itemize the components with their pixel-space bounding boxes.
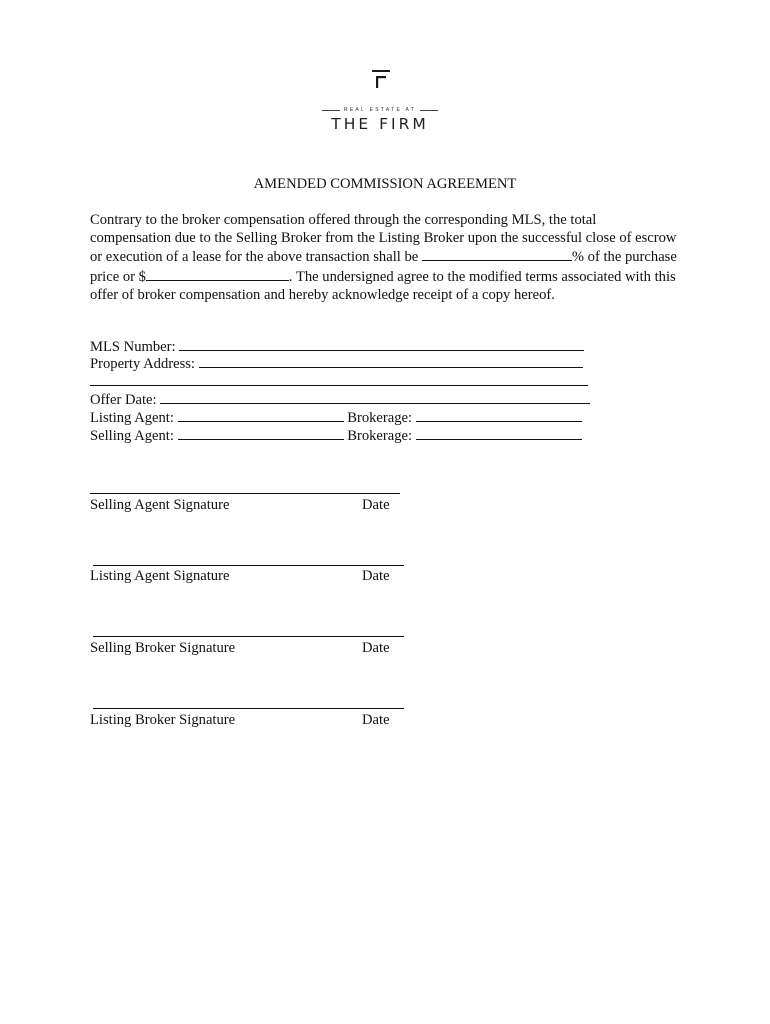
listing-agent-signature-line[interactable]: [93, 565, 404, 566]
property-address-row: [90, 354, 583, 373]
logo-mark-icon: [372, 70, 390, 88]
logo-rule-left: [322, 110, 340, 111]
selling-agent-signature-label: Selling Agent Signature: [90, 497, 230, 513]
listing-brokerage-label: Brokerage:: [347, 410, 413, 426]
company-logo: [322, 70, 438, 132]
selling-brokerage-field[interactable]: [416, 426, 582, 440]
paragraph-part-2: % of the purchase price or $: [90, 249, 677, 285]
property-address-row-2: [90, 372, 588, 391]
selling-brokerage-label: Brokerage:: [347, 428, 413, 444]
offer-date-row: [90, 390, 590, 409]
paragraph-part-3: . The undersigned agree to the modified terms associated with this offer of broker compensation and hereby acknowledge receipt of a copy hereof.: [90, 268, 676, 303]
selling-agent-row: [90, 426, 582, 445]
listing-broker-signature-line[interactable]: [93, 708, 404, 709]
property-address-label: Property Address:: [90, 356, 195, 372]
agreement-paragraph: [90, 211, 680, 304]
selling-broker-signature-label: Selling Broker Signature: [90, 640, 236, 656]
listing-agent-signature-label: Listing Agent Signature: [90, 568, 230, 584]
listing-agent-date-label: Date: [362, 568, 390, 584]
logo-tagline-row: [322, 105, 438, 115]
percent-blank[interactable]: [422, 247, 572, 261]
listing-broker-date-label: Date: [362, 712, 390, 728]
selling-agent-label: Selling Agent:: [90, 428, 174, 444]
document-title: AMENDED COMMISSION AGREEMENT: [253, 176, 517, 192]
selling-broker-signature-line[interactable]: [93, 636, 404, 637]
property-address-field-line-2[interactable]: [90, 372, 588, 386]
offer-date-label: Offer Date:: [90, 392, 157, 408]
logo-rule-right: [420, 110, 438, 111]
selling-broker-date-label: Date: [362, 640, 390, 656]
logo-wordmark: THE FIRM: [331, 115, 429, 133]
mls-number-field[interactable]: [179, 337, 584, 351]
listing-brokerage-field[interactable]: [416, 408, 582, 422]
selling-agent-signature-line[interactable]: [90, 493, 400, 494]
mls-number-label: MLS Number:: [90, 339, 176, 355]
listing-agent-row: [90, 408, 582, 427]
amount-blank[interactable]: [146, 267, 289, 281]
logo-tagline: REAL ESTATE AT: [343, 107, 417, 113]
selling-agent-field[interactable]: [178, 426, 344, 440]
offer-date-field[interactable]: [160, 390, 590, 404]
listing-agent-label: Listing Agent:: [90, 410, 174, 426]
paragraph-part-1: Contrary to the broker compensation offered through the corresponding MLS, the total compensation due to the Selling Broker from the Listing Broker upon the successful close of escrow or execution of a lease for the above transaction shall be: [90, 212, 677, 266]
listing-broker-signature-label: Listing Broker Signature: [90, 712, 236, 728]
listing-agent-field[interactable]: [178, 408, 344, 422]
selling-agent-date-label: Date: [362, 497, 390, 513]
property-address-field[interactable]: [199, 354, 583, 368]
